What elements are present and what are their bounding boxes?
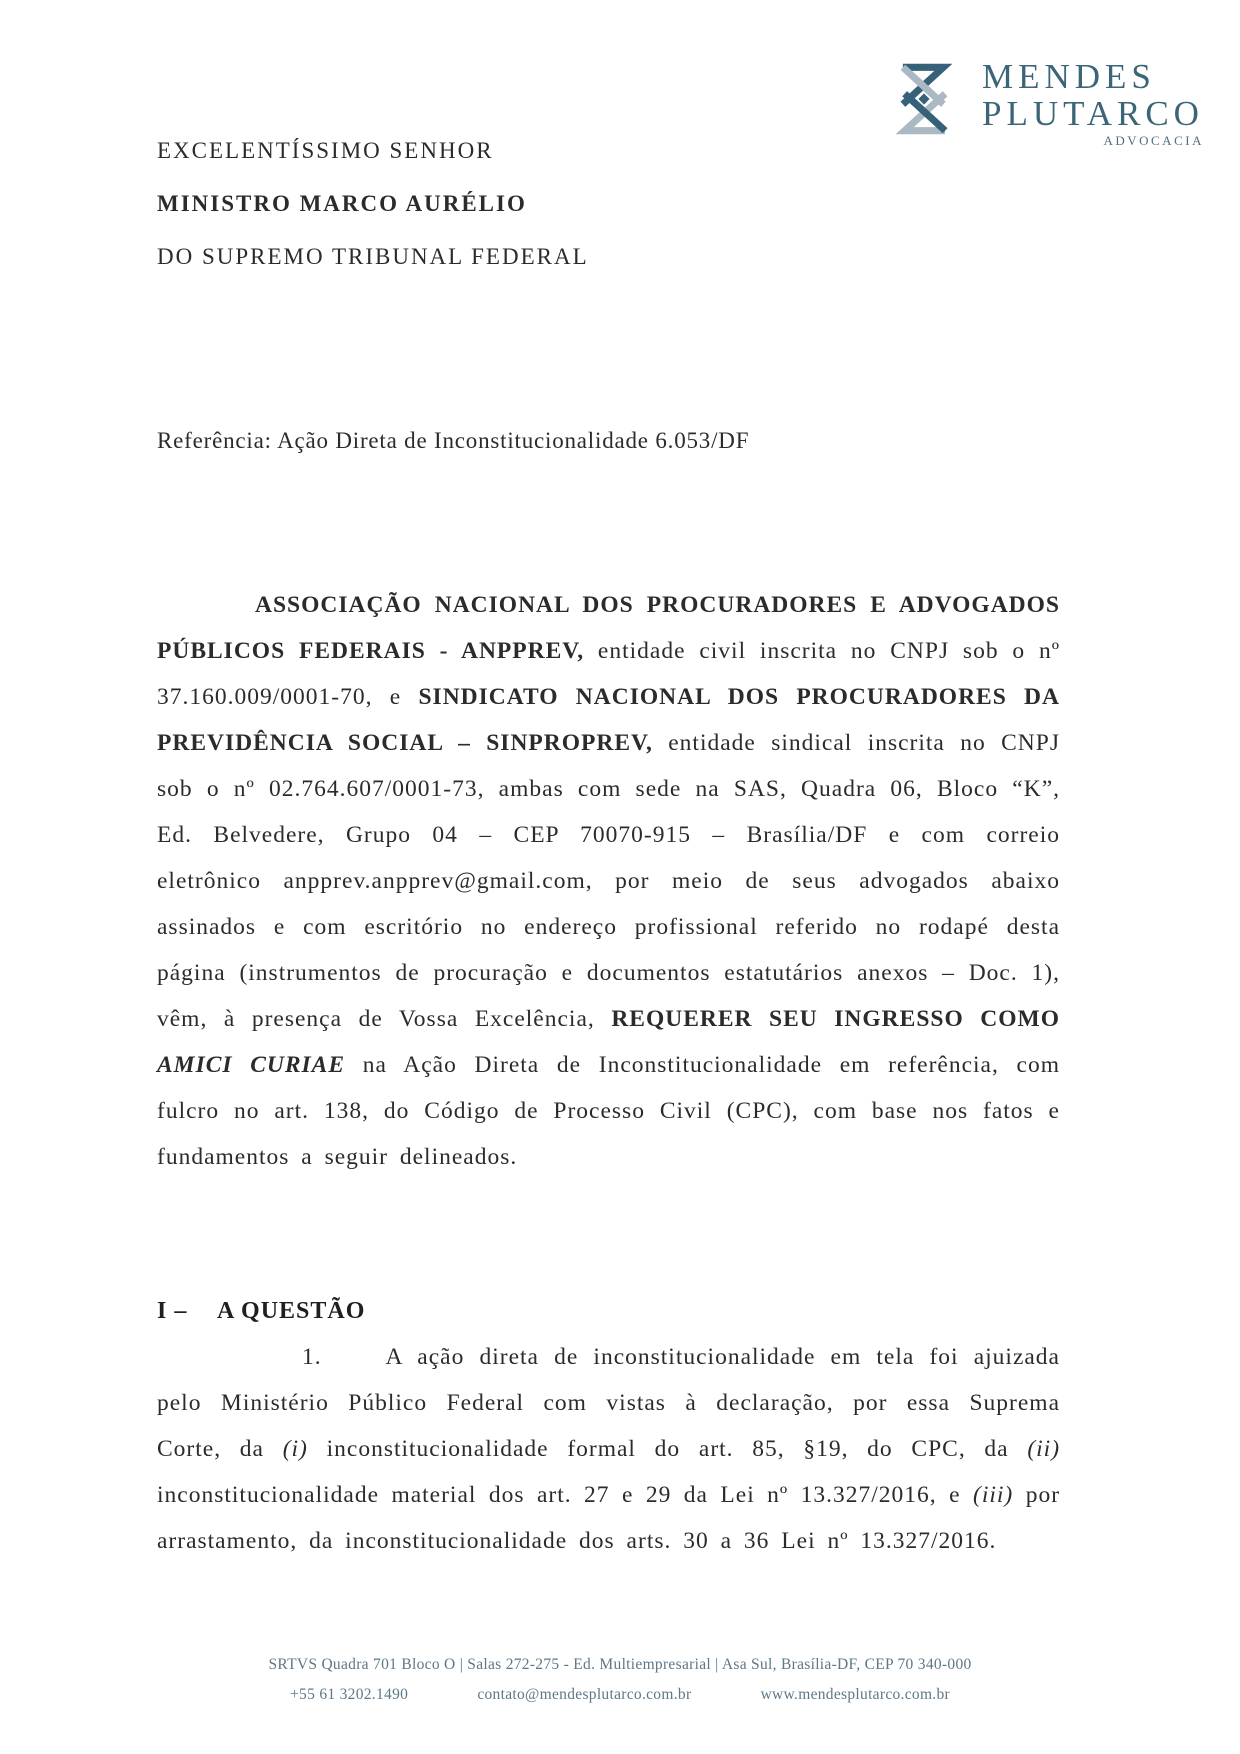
section-title: A QUESTÃO bbox=[217, 1298, 366, 1324]
footer-office-address: SRTVS Quadra 701 Bloco O | Salas 272-275 - Ed. Multiempresarial | Asa Sul, Brasília-DF, CEP 70 340-000 bbox=[268, 1656, 972, 1673]
letterhead-footer bbox=[0, 1656, 1240, 1704]
addressee-minister-name: MINISTRO MARCO AURÉLIO bbox=[157, 191, 527, 216]
footer-email: contato@mendesplutarco.com.br bbox=[477, 1686, 692, 1703]
paragraph-1-text: por arrastamento, da inconstitucionalidade dos arts. 30 a 36 Lei nº 13.327/2016. bbox=[157, 1482, 1061, 1554]
paragraph-number: 1. bbox=[302, 1344, 322, 1370]
request-clause: REQUERER SEU INGRESSO COMO bbox=[611, 1006, 1060, 1032]
addressee-court: DO SUPREMO TRIBUNAL FEDERAL bbox=[157, 244, 589, 269]
footer-website: www.mendesplutarco.com.br bbox=[760, 1686, 950, 1703]
paragraph-1-text: inconstitucionalidade formal do art. 85, §19, do CPC, da bbox=[326, 1436, 1009, 1462]
amici-curiae-term: AMICI CURIAE bbox=[157, 1052, 346, 1078]
petitioner-1-name: ASSOCIAÇÃO NACIONAL DOS PROCURADORES E ADVOGADOS PÚBLICOS FEDERAIS - ANPPREV, bbox=[157, 592, 1060, 664]
logo-firm-name-line2: PLUTARCO bbox=[982, 94, 1204, 133]
paragraph-1-text: inconstitucionalidade material dos art. 27 e 29 da Lei nº 13.327/2016, e bbox=[157, 1482, 961, 1508]
law-firm-logo bbox=[880, 58, 1204, 149]
logo-firm-name-line1: MENDES bbox=[982, 57, 1156, 96]
logo-tagline: ADVOCACIA bbox=[1103, 133, 1204, 148]
footer-contacts-row bbox=[290, 1686, 950, 1704]
roman-item-iii: (iii) bbox=[973, 1482, 1014, 1508]
petitioner-1-details: entidade civil inscrita no CNPJ sob o nº 37.160.009/0001-70, e bbox=[157, 638, 1061, 710]
petition-intro-paragraph bbox=[157, 582, 1060, 1180]
numbered-paragraph-1 bbox=[157, 1334, 1060, 1564]
petitioner-2-name: SINDICATO NACIONAL DOS PROCURADORES DA PREVIDÊNCIA SOCIAL – SINPROPREV, bbox=[157, 684, 1060, 756]
logo-firm-name bbox=[982, 58, 1204, 132]
section-number: I – bbox=[157, 1298, 188, 1324]
petitioner-2-details: entidade sindical inscrita no CNPJ sob o nº 02.764.607/0001-73, ambas com sede na SAS, Quadra 06, Bloco “K”, Ed. Belvedere, Grupo 04 – CEP 70070-915 – Brasília/DF e com correio eletrônico anpprev.anpprev@gmail.com, por meio de seus advogados abaixo assinados e com escritório no endereço profissional referido no rodapé desta página (instrumentos de procuração e documentos estatutários anexos – Doc. 1), vêm, à presença de Vossa Excelência, bbox=[157, 730, 1060, 1032]
reference-line: Referência: Ação Direta de Inconstitucionalidade 6.053/DF bbox=[157, 428, 750, 453]
roman-item-i: (i) bbox=[282, 1436, 308, 1462]
paragraph-1-text: A ação direta de inconstitucionalidade em tela foi ajuizada pelo Ministério Público Federal com vistas à declaração, por essa Suprema Corte, da bbox=[157, 1344, 1060, 1462]
roman-item-ii: (ii) bbox=[1027, 1436, 1061, 1462]
addressee-salutation: EXCELENTÍSSIMO SENHOR bbox=[157, 138, 494, 163]
request-clause-continuation: na Ação Direta de Inconstitucionalidade em referência, com fulcro no art. 138, do Código de Processo Civil (CPC), com base nos fatos e fundamentos a seguir delineados. bbox=[157, 1052, 1060, 1170]
addressee-block bbox=[157, 138, 1060, 297]
logo-mark-icon bbox=[880, 58, 968, 140]
footer-phone: +55 61 3202.1490 bbox=[290, 1686, 409, 1703]
section-heading bbox=[157, 1298, 1060, 1325]
